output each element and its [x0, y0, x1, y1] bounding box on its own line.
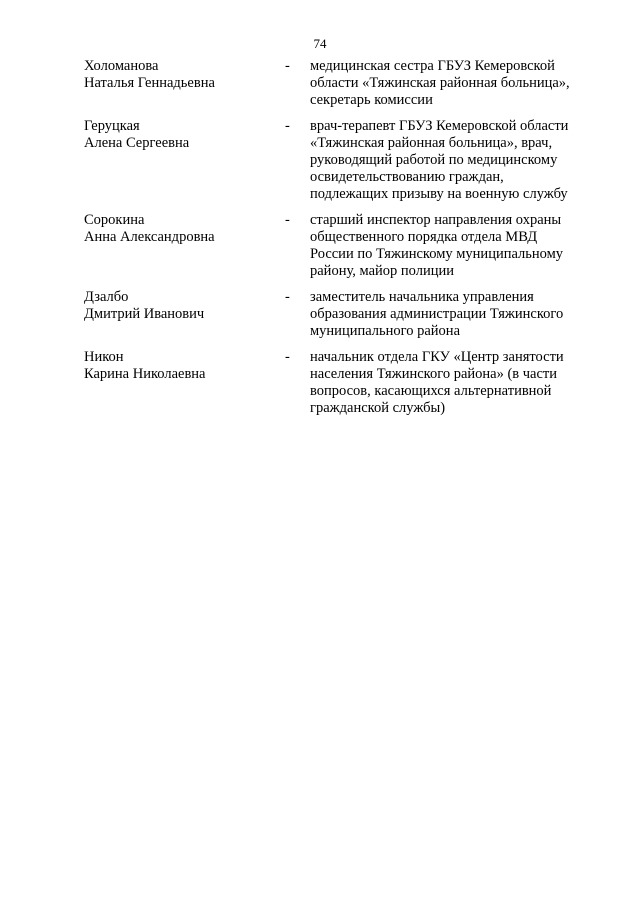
page-number: 74 [313, 36, 327, 51]
member-surname: Геруцкая [84, 118, 140, 134]
member-role-line: подлежащих призыву на военную службу [310, 186, 568, 202]
member-name [84, 212, 274, 246]
member-role-line: заместитель начальника управления [310, 289, 534, 305]
member-name [84, 58, 274, 92]
member-role [310, 58, 592, 109]
member-surname: Никон [84, 349, 124, 365]
member-role-line: секретарь комиссии [310, 92, 433, 108]
member-role-line: руководящий работой по медицинскому [310, 152, 558, 168]
member-role-line: населения Тяжинского района» (в части [310, 366, 558, 382]
member-surname: Холоманова [84, 58, 159, 74]
member-row [84, 349, 594, 417]
member-role-line: общественного порядка отдела МВД [310, 229, 538, 245]
commission-member-list [84, 58, 594, 426]
member-role-line: освидетельствованию граждан, [310, 169, 504, 185]
member-role-line: муниципального района [310, 323, 460, 339]
member-dash: - [285, 212, 290, 228]
member-surname: Сорокина [84, 212, 145, 228]
member-surname: Дзалбо [84, 289, 129, 305]
member-role [310, 349, 592, 417]
member-role-line: России по Тяжинскому муниципальному [310, 246, 564, 262]
member-given-names: Дмитрий Иванович [84, 306, 205, 322]
member-role-line: области «Тяжинская районная больница», [310, 75, 570, 91]
member-name [84, 289, 274, 323]
member-role [310, 118, 592, 203]
member-role-line: медицинская сестра ГБУЗ Кемеровской [310, 58, 555, 74]
member-name [84, 118, 274, 152]
member-role-line: району, майор полиции [310, 263, 454, 279]
member-name [84, 349, 274, 383]
member-dash: - [285, 58, 290, 74]
member-row [84, 212, 594, 280]
member-role-line: «Тяжинская районная больница», врач, [310, 135, 553, 151]
member-row [84, 118, 594, 203]
member-dash: - [285, 289, 290, 305]
member-given-names: Карина Николаевна [84, 366, 206, 382]
member-given-names: Наталья Геннадьевна [84, 75, 215, 91]
member-role [310, 289, 592, 340]
member-dash: - [285, 118, 290, 134]
member-role-line: вопросов, касающихся альтернативной [310, 383, 552, 399]
member-row [84, 289, 594, 340]
member-role [310, 212, 592, 280]
member-role-line: образования администрации Тяжинского [310, 306, 564, 322]
member-given-names: Алена Сергеевна [84, 135, 190, 151]
member-role-line: старший инспектор направления охраны [310, 212, 562, 228]
member-dash: - [285, 349, 290, 365]
member-row [84, 58, 594, 109]
member-role-line: начальник отдела ГКУ «Центр занятости [310, 349, 564, 365]
member-role-line: врач-терапевт ГБУЗ Кемеровской области [310, 118, 569, 134]
member-role-line: гражданской службы) [310, 400, 446, 416]
member-given-names: Анна Александровна [84, 229, 215, 245]
